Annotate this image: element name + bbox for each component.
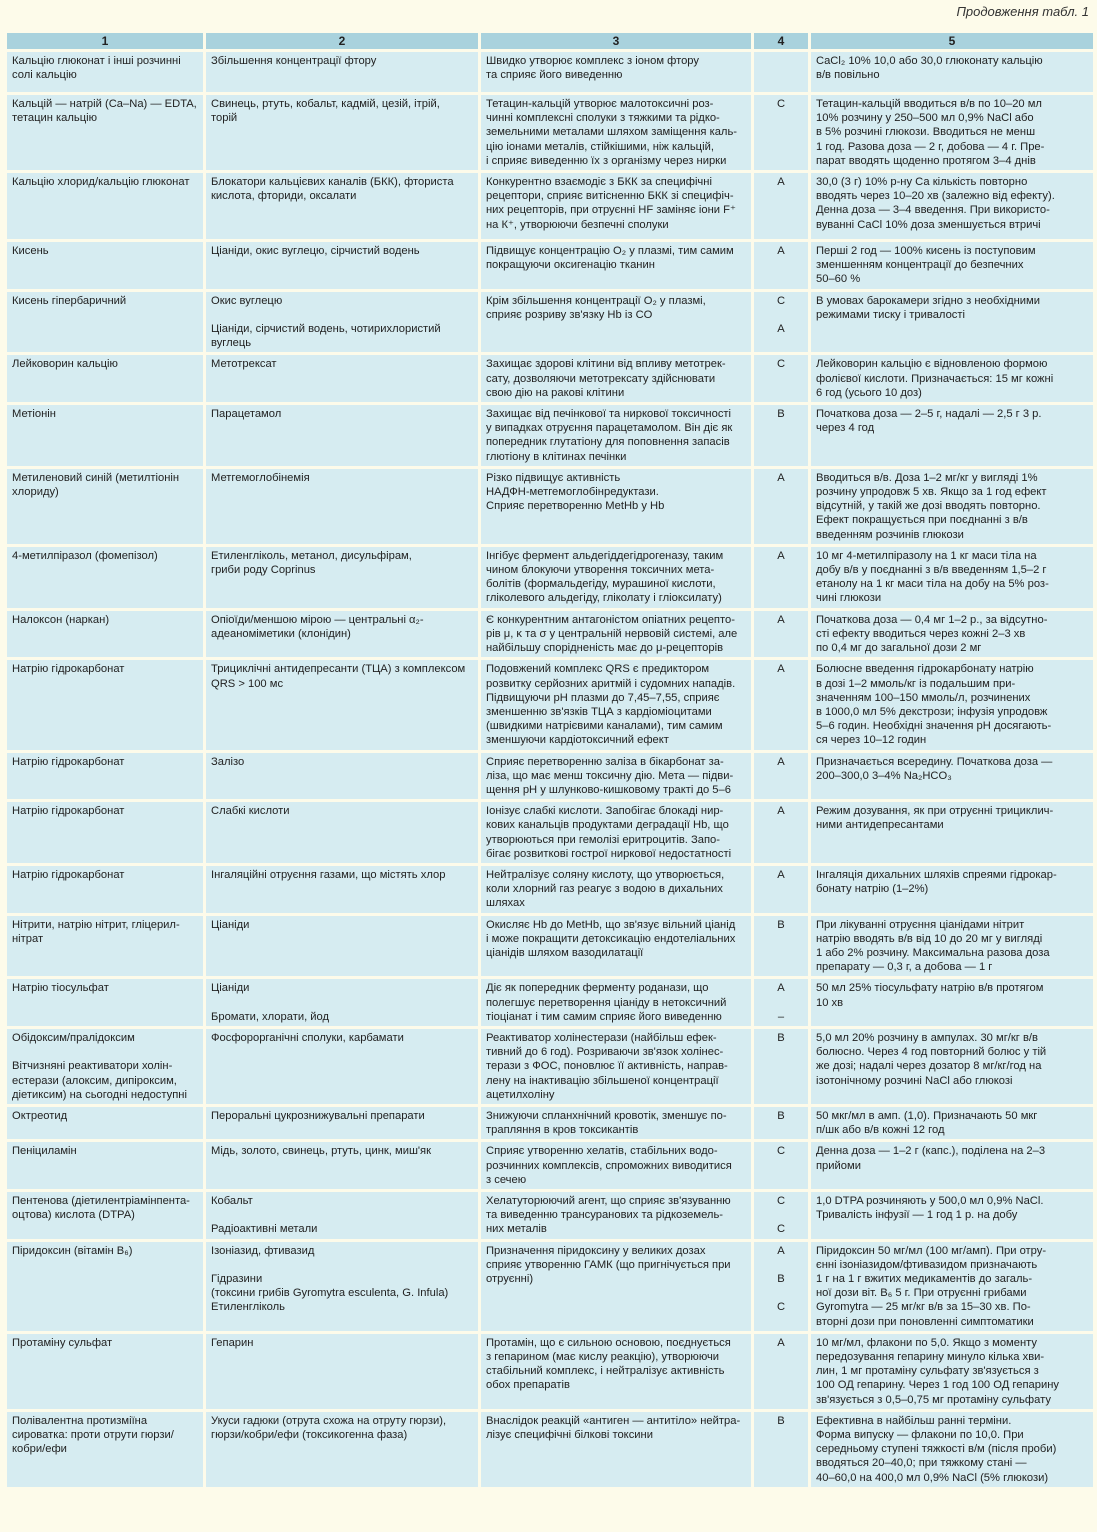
table-row — [7, 52, 1093, 92]
cell-col3: Різко підвищує активність НАДФН-метгемоглобінредуктази. Сприяє перетворенню MetHb у Hb — [481, 469, 751, 544]
cell-col5: Режим дозування, як при отруєнні трициклич- ними антидепресантами — [811, 802, 1093, 863]
table-row — [7, 405, 1093, 466]
table-row — [7, 979, 1093, 1026]
table-row — [7, 1142, 1093, 1189]
cell-col4: C C — [754, 1192, 808, 1239]
table-row — [7, 173, 1093, 239]
cell-col3: Подовжений комплекс QRS є предиктором розвитку серйозних аритмій і судомних нападів. Підвищуючи рН плазми до 7,45–7,55, сприяє зменшенню зв'язків ТЦА з кардіоміоцитами (швидкими натрієвими каналами), тим самим зменшуючи кардіотоксичний ефект — [481, 660, 751, 749]
cell-col5: 30,0 (3 г) 10% р-ну Са кількість повторно вводять через 10–20 хв (залежно від ефекту). Денна доза — 3–4 введення. При використо- вуванні CaCl 10% доза зменшується втричі — [811, 173, 1093, 239]
cell-col3: Захищає здорові клітини від впливу метотрек- сату, дозволяючи метотрексату здійснювати свою дію на ракові клітини — [481, 355, 751, 402]
cell-col2: Окис вуглецю Ціаніди, сірчистий водень, чотирихлористий вуглець — [206, 292, 478, 353]
cell-col3: Підвищує концентрацію O₂ у плазмі, тим самим покращуючи оксигенацію тканин — [481, 242, 751, 289]
cell-col1: Піридоксин (вітамін B₆) — [7, 1242, 203, 1331]
cell-col1: Лейковорин кальцію — [7, 355, 203, 402]
table-row — [7, 1107, 1093, 1139]
cell-col2: Парацетамол — [206, 405, 478, 466]
cell-col3: Швидко утворює комплекс з іоном фтору та сприяє його виведенню — [481, 52, 751, 92]
cell-col3: Протамін, що є сильною основою, поєднується з гепарином (має кислу реакцію), утворюючи стабільний комплекс, і нейтралізує активність обох препаратів — [481, 1334, 751, 1409]
cell-col2: Фосфорорганічні сполуки, карбамати — [206, 1029, 478, 1104]
cell-col1: Натрію гідрокарбонат — [7, 660, 203, 749]
cell-col1: Пентенова (діетилентріамінпента- оцтова) кислота (DTPA) — [7, 1192, 203, 1239]
cell-col2: Трициклічні антидепресанти (ТЦА) з комплексом QRS > 100 мс — [206, 660, 478, 749]
cell-col1: Обідоксим/пралідоксим Вітчизняні реактиватори холін- естерази (алоксим, дипіроксим, діетиксим) на сьогодні недоступні — [7, 1029, 203, 1104]
column-header: 3 — [481, 33, 751, 49]
cell-col1: Полівалентна протизміїна сироватка: проти отрути гюрзи/ кобри/ефи — [7, 1412, 203, 1487]
cell-col4: A — [754, 611, 808, 658]
cell-col5: Піридоксин 50 мг/мл (100 мг/амп). При отру- єнні ізоніазидом/фтивазидом призначають 1 г на 1 г вжитих медикаментів до загаль- ної дози віт. B₆ 5 г. При отруєнні грибами Gyromytra — 25 мг/кг в/в за 15–30 хв. По- вторні дози при поновленні симптоматики — [811, 1242, 1093, 1331]
table-row — [7, 1192, 1093, 1239]
cell-col2: Пероральні цукрознижувальні препарати — [206, 1107, 478, 1139]
cell-col2: Інгаляційні отруєння газами, що містять хлор — [206, 866, 478, 913]
cell-col1: Нітрити, натрію нітрит, гліцерил- нітрат — [7, 916, 203, 977]
table-row — [7, 660, 1093, 749]
table-row — [7, 469, 1093, 544]
cell-col5: Ефективна в найбільш ранні терміни. Форма випуску — флакони по 10,0. При середньому ступені тяжкості в/м (після проби) вводяться 20–40,0; при тяжкому стані — 40–60,0 на 400,0 мл 0,9% NaCl (5% глюкози) — [811, 1412, 1093, 1487]
table-row — [7, 916, 1093, 977]
cell-col3: Тетацин-кальцій утворює малотоксичні роз- чинні комплексні сполуки з тяжкими та рідко- земельними металами шляхом заміщення каль- цію іонами металів, стійкішими, ніж кальцій, і сприяє виведенню їх з організму через нирки — [481, 95, 751, 170]
cell-col2: Залізо — [206, 753, 478, 800]
cell-col3: Нейтралізує соляну кислоту, що утворюється, коли хлорний газ реагує з водою в дихальних шляхах — [481, 866, 751, 913]
cell-col2: Укуси гадюки (отрута схожа на отруту гюрзи), гюрзи/кобри/ефи (токсикогенна фаза) — [206, 1412, 478, 1487]
cell-col4: A — [754, 866, 808, 913]
cell-col1: Натрію гідрокарбонат — [7, 802, 203, 863]
cell-col4: A — [754, 660, 808, 749]
column-header: 2 — [206, 33, 478, 49]
cell-col1: Кальцію хлорид/кальцію глюконат — [7, 173, 203, 239]
cell-col5: 5,0 мл 20% розчину в ампулах. 30 мг/кг в/в болюсно. Через 4 год повторний болюс у тій же дозі; надалі через дозатор 8 мг/кг/год на ізотонічному розчині NaCl або глюкозі — [811, 1029, 1093, 1104]
cell-col4: B — [754, 1107, 808, 1139]
cell-col1: Метиленовий синій (метилтіонін хлориду) — [7, 469, 203, 544]
table-row — [7, 292, 1093, 353]
cell-col3: Реактиватор холінестерази (найбільш ефек- тивний до 6 год). Розриваючи зв'язок холінес- терази з ФОС, поновлює її активність, направ- лену на інактивацію збільшеної концентрації ацетилхоліну — [481, 1029, 751, 1104]
cell-col1: Протаміну сульфат — [7, 1334, 203, 1409]
cell-col5: Інгаляція дихальних шляхів спреями гідрокар- бонату натрію (1–2%) — [811, 866, 1093, 913]
cell-col2: Збільшення концентрації фтору — [206, 52, 478, 92]
cell-col4: A — [754, 547, 808, 608]
table-row — [7, 611, 1093, 658]
column-header: 4 — [754, 33, 808, 49]
table-row — [7, 355, 1093, 402]
cell-col3: Знижуючи спланхнічний кровотік, зменшує по- трапляння в кров токсикантів — [481, 1107, 751, 1139]
cell-col4: C — [754, 355, 808, 402]
cell-col4: A — [754, 469, 808, 544]
cell-col5: CaCl₂ 10% 10,0 або 30,0 глюконату кальцію в/в повільно — [811, 52, 1093, 92]
cell-col1: 4-метилпіразол (фомепізол) — [7, 547, 203, 608]
cell-col4: C — [754, 1142, 808, 1189]
cell-col1: Метіонін — [7, 405, 203, 466]
column-header: 1 — [7, 33, 203, 49]
cell-col1: Пеніциламін — [7, 1142, 203, 1189]
cell-col5: 10 мг/мл, флакони по 5,0. Якщо з моменту передозування гепарину минуло кілька хви- лин, 1 мг протаміну сульфату зв'язується з 100 ОД гепарину. Через 1 год 100 ОД гепарину зв'язується з 0,5–0,75 мг протаміну сульфату — [811, 1334, 1093, 1409]
cell-col5: Лейковорин кальцію є відновленою формою фолієвої кислоти. Призначається: 15 мг кожні 6 год (усього 10 доз) — [811, 355, 1093, 402]
cell-col1: Кальцію глюконат і інші розчинні солі кальцію — [7, 52, 203, 92]
cell-col3: Іонізує слабкі кислоти. Запобігає блокаді нир- кових канальців продуктами деградації Hb, що утворюються при гемолізі еритроцитів. Запо- бігає розвиткові гострої ниркової недостатності — [481, 802, 751, 863]
cell-col4: C A — [754, 292, 808, 353]
cell-col5: Денна доза — 1–2 г (капс.), поділена на 2–3 прийоми — [811, 1142, 1093, 1189]
table-row — [7, 1242, 1093, 1331]
cell-col2: Ціаніди Бромати, хлорати, йод — [206, 979, 478, 1026]
cell-col4: A – — [754, 979, 808, 1026]
cell-col5: Болюсне введення гідрокарбонату натрію в дозі 1–2 ммоль/кг із подальшим при- значенням 100–150 ммоль/л, розчинених в 1000,0 мл 5% декстрози; інфузія упродовж 5–6 годин. Необхідні значення рН досягають- ся через 10–12 годин — [811, 660, 1093, 749]
table-row — [7, 547, 1093, 608]
cell-col1: Натрію гідрокарбонат — [7, 866, 203, 913]
cell-col5: Вводиться в/в. Доза 1–2 мг/кг у вигляді 1% розчину упродовж 5 хв. Якщо за 1 год ефект відсутній, у такій же дозі вводять повторно. Ефект покращується при поєднанні з в/в введенням розчинів глюкози — [811, 469, 1093, 544]
cell-col4: B — [754, 1412, 808, 1487]
cell-col3: Хелатуторюючий агент, що сприяє зв'язуванню та виведенню трансуранових та рідкоземель- них металів — [481, 1192, 751, 1239]
cell-col4: A — [754, 753, 808, 800]
cell-col2: Ціаніди, окис вуглецю, сірчистий водень — [206, 242, 478, 289]
cell-col3: Діє як попередник ферменту роданази, що полегшує перетворення ціаніду в нетоксичний тіоціанат і тим самим сприяє його виведенню — [481, 979, 751, 1026]
cell-col4: A — [754, 242, 808, 289]
table-caption: Продовження табл. 1 — [956, 4, 1089, 19]
cell-col4: A — [754, 1334, 808, 1409]
cell-col3: Окисляє Hb до MetHb, що зв'язує вільний ціанід і може покращити детоксикацію ендотеліальних ціанідів шляхом вазодилатації — [481, 916, 751, 977]
cell-col3: Є конкурентним антагоністом опіатних рецепто- рів μ, κ та σ у центральній нервовій системі, але найбільшу спорідненість має до μ-рецепторів — [481, 611, 751, 658]
cell-col5: Початкова доза — 0,4 мг 1–2 р., за відсутно- сті ефекту вводиться через кожні 2–3 хв по 0,4 мг до загальної дози 2 мг — [811, 611, 1093, 658]
cell-col4 — [754, 52, 808, 92]
cell-col2: Блокатори кальцієвих каналів (БКК), фториста кислота, фториди, оксалати — [206, 173, 478, 239]
cell-col2: Метотрексат — [206, 355, 478, 402]
cell-col2: Ціаніди — [206, 916, 478, 977]
cell-col5: В умовах барокамери згідно з необхідними режимами тиску і тривалості — [811, 292, 1093, 353]
cell-col3: Конкурентно взаємодіє з БКК за специфічні рецептори, сприяє витісненню БКК зі специфіч- них рецепторів, при отруєнні HF заміняє іони F⁺ на К⁺, утворюючи безпечні сполуки — [481, 173, 751, 239]
cell-col5: Призначається всередину. Початкова доза — 200–300,0 3–4% Na₂HCO₃ — [811, 753, 1093, 800]
header-row — [7, 33, 1093, 49]
cell-col3: Призначення піридоксину у великих дозах сприяє утворенню ГАМК (що пригнічується при отруєнні) — [481, 1242, 751, 1331]
cell-col3: Сприяє перетворенню заліза в бікарбонат за- ліза, що має менш токсичну дію. Мета — підви- щення рН у шлунково-кишковому тракті до 5–6 — [481, 753, 751, 800]
cell-col5: 50 мл 25% тіосульфату натрію в/в протягом 10 хв — [811, 979, 1093, 1026]
cell-col2: Мідь, золото, свинець, ртуть, цинк, миш'як — [206, 1142, 478, 1189]
cell-col1: Налоксон (наркан) — [7, 611, 203, 658]
table-row — [7, 802, 1093, 863]
cell-col5: Початкова доза — 2–5 г, надалі — 2,5 г 3 р. через 4 год — [811, 405, 1093, 466]
cell-col3: Сприяє утворенню хелатів, стабільних водо- розчинних комплексів, спроможних виводитися з сечею — [481, 1142, 751, 1189]
cell-col4: A B C — [754, 1242, 808, 1331]
cell-col4: C — [754, 95, 808, 170]
cell-col2: Слабкі кислоти — [206, 802, 478, 863]
cell-col4: B — [754, 916, 808, 977]
cell-col4: B — [754, 405, 808, 466]
cell-col1: Натрію тіосульфат — [7, 979, 203, 1026]
cell-col1: Кисень гіпербаричний — [7, 292, 203, 353]
cell-col2: Ізоніазид, фтивазид Гідразини (токсини грибів Gyromytra esculenta, G. Infula) Етиленгліколь — [206, 1242, 478, 1331]
cell-col2: Свинець, ртуть, кобальт, кадмій, цезій, ітрій, торій — [206, 95, 478, 170]
table-row — [7, 866, 1093, 913]
table-row — [7, 95, 1093, 170]
table-row — [7, 1029, 1093, 1104]
column-header: 5 — [811, 33, 1093, 49]
cell-col3: Захищає від печінкової та ниркової токсичності у випадках отруєння парацетамолом. Він діє як попередник глутатіону для поповнення запасів глютіону в клітинах печінки — [481, 405, 751, 466]
cell-col5: Тетацин-кальцій вводиться в/в по 10–20 мл 10% розчину у 250–500 мл 0,9% NaCl або в 5% розчині глюкози. Вводиться не менш 1 год. Разова доза — 2 г, добова — 4 г. Пре- парат вводять щоденно протягом 3–4 днів — [811, 95, 1093, 170]
cell-col2: Опіоїди/меншою мірою — центральні α₂- адеаноміметики (клонідин) — [206, 611, 478, 658]
table-row — [7, 242, 1093, 289]
cell-col5: 10 мг 4-метилпіразолу на 1 кг маси тіла на добу в/в у поєднанні з в/в введенням 1,5–2 г етанолу на 1 кг маси тіла на добу на 5% роз- чині глюкози — [811, 547, 1093, 608]
cell-col5: 1,0 DTPA розчиняють у 500,0 мл 0,9% NaCl. Тривалість інфузії — 1 год 1 р. на добу — [811, 1192, 1093, 1239]
cell-col1: Октреотид — [7, 1107, 203, 1139]
cell-col5: 50 мкг/мл в амп. (1,0). Призначають 50 мкг п/шк або в/в кожні 12 год — [811, 1107, 1093, 1139]
cell-col1: Кисень — [7, 242, 203, 289]
table-row — [7, 753, 1093, 800]
antidote-table — [4, 30, 1096, 1490]
cell-col2: Кобальт Радіоактивні метали — [206, 1192, 478, 1239]
cell-col2: Метгемоглобінемія — [206, 469, 478, 544]
cell-col1: Натрію гідрокарбонат — [7, 753, 203, 800]
cell-col5: При лікуванні отруєння ціанідами нітрит натрію вводять в/в від 10 до 20 мг у вигляді 1 або 2% розчину. Максимальна разова доза препарату — 0,3 г, а добова — 1 г — [811, 916, 1093, 977]
cell-col2: Етиленгліколь, метанол, дисульфірам, гриби роду Coprinus — [206, 547, 478, 608]
cell-col4: A — [754, 173, 808, 239]
cell-col4: A — [754, 802, 808, 863]
cell-col2: Гепарин — [206, 1334, 478, 1409]
cell-col5: Перші 2 год — 100% кисень із поступовим зменшенням концентрації до безпечних 50–60 % — [811, 242, 1093, 289]
table-row — [7, 1334, 1093, 1409]
cell-col1: Кальцій — натрій (Ca–Na) — EDTA, тетацин кальцію — [7, 95, 203, 170]
cell-col4: B — [754, 1029, 808, 1104]
table-row — [7, 1412, 1093, 1487]
cell-col3: Внаслідок реакцій «антиген — антитіло» нейтра- лізує специфічні білкові токсини — [481, 1412, 751, 1487]
cell-col3: Крім збільшення концентрації O₂ у плазмі, сприяє розриву зв'язку Hb із CO — [481, 292, 751, 353]
cell-col3: Інгібує фермент альдегіддегідрогеназу, таким чином блокуючи утворення токсичних мета- болітів (формальдегіду, мурашиної кислоти, гліколевого альдегіду, гліколату і гліоксилату) — [481, 547, 751, 608]
